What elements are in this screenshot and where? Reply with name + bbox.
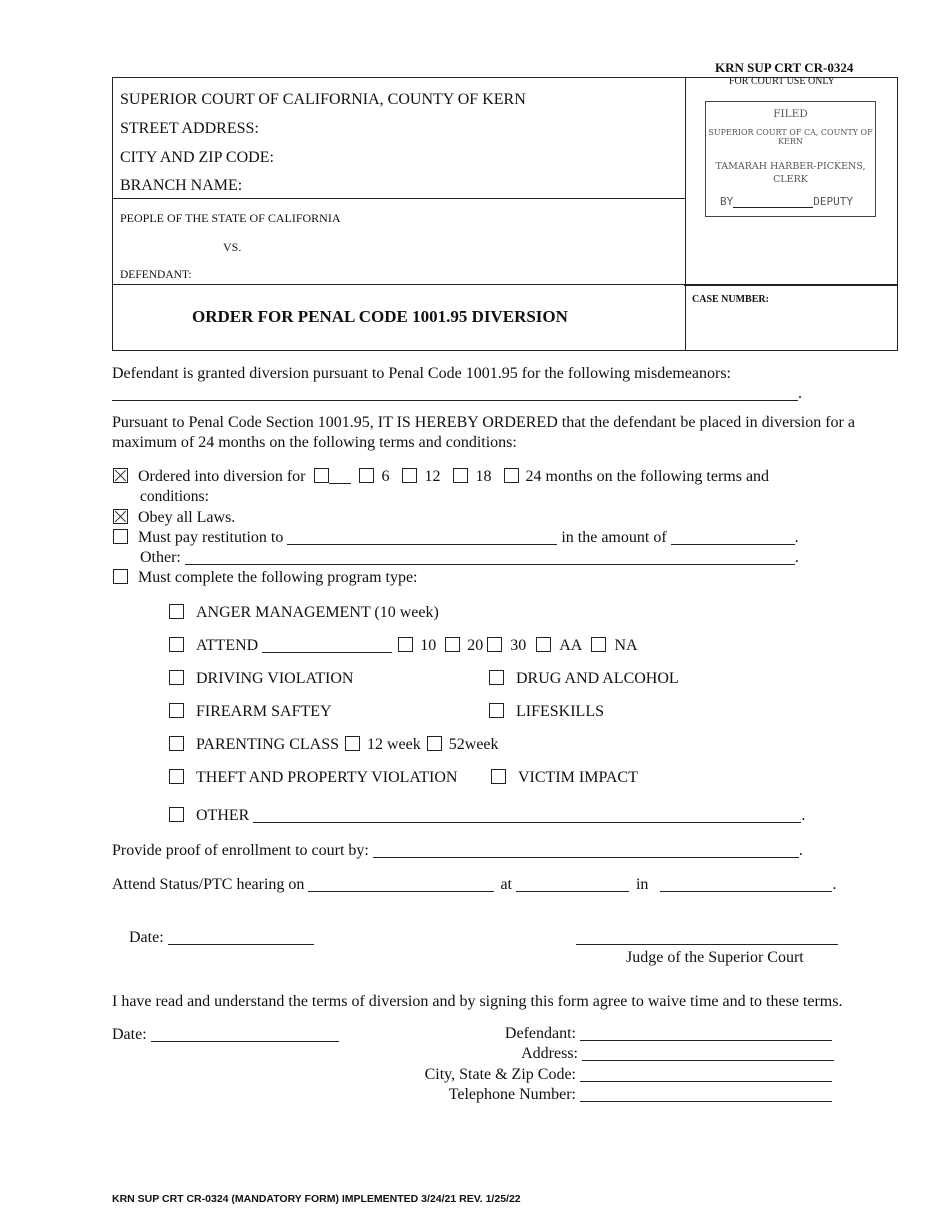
court-use-label: FOR COURT USE ONLY [729, 76, 835, 87]
anger-label: ANGER MANAGEMENT (10 week) [196, 604, 439, 621]
filed-text: FILED [773, 108, 808, 120]
attend-status-label: Attend Status/PTC hearing on [112, 876, 305, 893]
restitution-amount-field[interactable] [671, 530, 795, 545]
footer: KRN SUP CRT CR-0324 (MANDATORY FORM) IMPLEMENTED 3/24/21 REV. 1/25/22 [112, 1193, 521, 1205]
months-24-label: 24 months on the following terms and [525, 468, 770, 485]
attend-field[interactable] [262, 638, 392, 653]
months-18-label: 18 [475, 468, 492, 485]
misdemeanors-field[interactable] [112, 386, 798, 401]
judge-date-field[interactable] [168, 930, 314, 945]
deputy-label: DEPUTY [813, 195, 853, 208]
firearm-label: FIREARM SAFTEY [196, 703, 332, 720]
months-12-label: 12 [424, 468, 441, 485]
attend-na-checkbox[interactable] [591, 637, 606, 652]
by-label: BY [720, 195, 734, 208]
victim-label: VICTIM IMPACT [518, 769, 638, 786]
attend-checkbox[interactable] [169, 637, 184, 652]
ordered-into-checkbox[interactable] [113, 468, 128, 483]
city-state-label: City, State & Zip Code: [424, 1066, 576, 1083]
form-title: ORDER FOR PENAL CODE 1001.95 DIVERSION [192, 307, 568, 326]
restitution-to-field[interactable] [287, 530, 557, 545]
in-amount-label: in the amount of [561, 529, 667, 546]
parenting-label: PARENTING CLASS [196, 736, 339, 753]
obey-laws-checkbox[interactable] [113, 509, 128, 524]
defendant-sign-field[interactable] [580, 1026, 832, 1041]
driving-checkbox[interactable] [169, 670, 184, 685]
program-checkbox[interactable] [113, 569, 128, 584]
drug-checkbox[interactable] [489, 670, 504, 685]
attend-30-label: 30 [510, 637, 527, 654]
months-12-checkbox[interactable] [402, 468, 417, 483]
granted-text: Defendant is granted diversion pursuant to Penal Code 1001.95 for the following misdemeanors: [112, 365, 731, 382]
firearm-checkbox[interactable] [169, 703, 184, 718]
conditions-label: conditions: [140, 488, 209, 505]
ordered-line1: Pursuant to Penal Code Section 1001.95, IT IS HEREBY ORDERED that the defendant be placed in diversion for a [112, 414, 855, 431]
drug-label: DRUG AND ALCOHOL [516, 670, 679, 687]
parenting-52-checkbox[interactable] [427, 736, 442, 751]
proof-label: Provide proof of enrollment to court by: [112, 842, 369, 859]
theft-checkbox[interactable] [169, 769, 184, 784]
at-label: at [500, 876, 512, 893]
other-label: Other: [140, 549, 181, 566]
form-id: KRN SUP CRT CR-0324 [715, 60, 854, 75]
case-number-label: CASE NUMBER: [692, 294, 769, 305]
months-6-label: 6 [381, 468, 390, 485]
restitution-checkbox[interactable] [113, 529, 128, 544]
ordered-line2: maximum of 24 months on the following terms and conditions: [112, 434, 517, 451]
judge-signature-field[interactable] [576, 930, 838, 945]
attend-20-label: 20 [467, 637, 484, 654]
filed-stamp [705, 101, 876, 217]
driving-label: DRIVING VIOLATION [196, 670, 354, 687]
hearing-dept-field[interactable] [660, 877, 832, 892]
parenting-checkbox[interactable] [169, 736, 184, 751]
months-custom-checkbox[interactable] [314, 468, 329, 483]
judge-date-label: Date: [129, 929, 164, 946]
judge-label: Judge of the Superior Court [626, 949, 804, 966]
months-6-checkbox[interactable] [359, 468, 374, 483]
in-label: in [635, 876, 649, 893]
attend-aa-label: AA [559, 637, 582, 654]
attend-20-checkbox[interactable] [445, 637, 460, 652]
months-18-checkbox[interactable] [453, 468, 468, 483]
clerk-name: TAMARAH HARBER-PICKENS, [715, 161, 866, 172]
program-label: Must complete the following program type: [138, 569, 418, 586]
defendant-sign-label: Defendant: [504, 1025, 576, 1042]
understand-text: I have read and understand the terms of diversion and by signing this form agree to waive time and to these terms. [112, 993, 843, 1010]
lifeskills-label: LIFESKILLS [516, 703, 604, 720]
filed-court: SUPERIOR COURT OF CA, COUNTY OF KERN [708, 128, 873, 146]
deputy-line [733, 197, 813, 208]
address-label: Address: [521, 1045, 578, 1062]
people-label: PEOPLE OF THE STATE OF CALIFORNIA [120, 211, 341, 225]
attend-10-checkbox[interactable] [398, 637, 413, 652]
hearing-time-field[interactable] [516, 877, 629, 892]
ordered-into-label: Ordered into diversion for [138, 468, 306, 485]
city-zip-label: CITY AND ZIP CODE: [120, 149, 274, 166]
proof-date-field[interactable] [373, 843, 799, 858]
defendant-label: DEFENDANT: [120, 269, 192, 281]
telephone-field[interactable] [580, 1087, 832, 1102]
attend-aa-checkbox[interactable] [536, 637, 551, 652]
vs-label: VS. [223, 240, 242, 254]
other-program-checkbox[interactable] [169, 807, 184, 822]
attend-na-label: NA [614, 637, 638, 654]
parenting-52-label: 52week [448, 736, 499, 753]
defendant-date-label: Date: [112, 1026, 147, 1043]
parenting-12-label: 12 week [367, 736, 421, 753]
attend-label: ATTEND [196, 637, 259, 654]
victim-checkbox[interactable] [491, 769, 506, 784]
restitution-label: Must pay restitution to [138, 529, 284, 546]
parenting-12-checkbox[interactable] [345, 736, 360, 751]
hearing-date-field[interactable] [308, 877, 494, 892]
theft-label: THEFT AND PROPERTY VIOLATION [196, 769, 458, 786]
anger-checkbox[interactable] [169, 604, 184, 619]
branch-name-label: BRANCH NAME: [120, 177, 243, 194]
months-24-checkbox[interactable] [504, 468, 519, 483]
city-state-field[interactable] [580, 1067, 832, 1082]
address-field[interactable] [582, 1046, 834, 1061]
other-program-field[interactable] [253, 808, 801, 823]
telephone-label: Telephone Number: [448, 1086, 576, 1103]
attend-10-label: 10 [420, 637, 437, 654]
attend-30-checkbox[interactable] [487, 637, 502, 652]
other-program-label: OTHER [196, 807, 250, 824]
court-name: SUPERIOR COURT OF CALIFORNIA, COUNTY OF KERN [120, 91, 526, 108]
other-field[interactable] [185, 550, 795, 565]
lifeskills-checkbox[interactable] [489, 703, 504, 718]
obey-laws-label: Obey all Laws. [138, 509, 236, 526]
clerk-title: CLERK [773, 174, 808, 185]
months-custom-field[interactable] [329, 469, 351, 484]
street-address-label: STREET ADDRESS: [120, 120, 259, 137]
